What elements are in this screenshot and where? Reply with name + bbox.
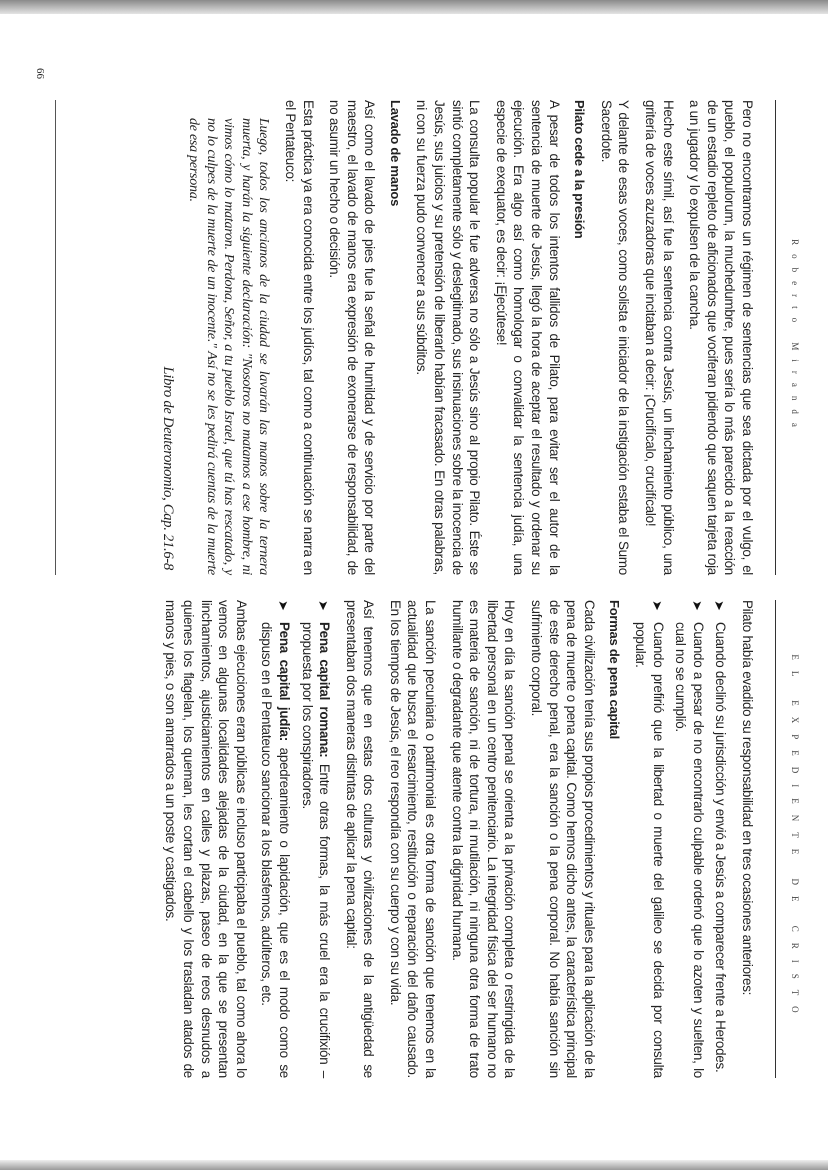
paragraph: Así tenemos que en estas dos culturas y civilizaciones de la antigüedad se presentaban dos maneras distintas de aplicar la pena capital: (343, 600, 377, 1078)
block-quote: Luego, todos los ancianos de la ciudad se lavarán las manos sobre la ternera muerta, y harán la siguiente declaración: "Nosotros no matamos a ese hombre, ni vimos cómo lo mataron. Perdona, Señor, a tu pueblo Israel, que tú has rescatado, y no lo culpes de la muerte de un inocente." Así no se les pedirá cuentas de la muerte de esa persona. (185, 118, 272, 575)
header-rule (775, 600, 776, 1078)
arrowhead-bullet-icon: ➤ (649, 600, 665, 611)
arrowhead-bullet-icon: ➤ (712, 600, 728, 611)
running-head: EL EXPEDIENTE DE CRISTO (790, 654, 800, 1024)
section-heading: Pilato cede a la presión (572, 100, 588, 239)
arrowhead-bullet-icon: ➤ (689, 600, 705, 611)
left-page (0, 68, 828, 575)
left-body (159, 100, 756, 575)
paragraph: Pilato había evadido su responsabilidad en tres ocasiones anteriores: (740, 600, 755, 996)
paragraph: Y delante de esas voces, como solista e iniciador de la instigación estaba el Sumo Sacerdote. (598, 100, 632, 575)
list-item: ➤ Cuando a pesar de no encontrarlo culpable ordenó que lo azoten y suelten, lo cual no se cumplió. (673, 600, 706, 1078)
section-heading: Formas de pena capital (607, 600, 623, 739)
arrowhead-bullet-icon: ➤ (316, 600, 332, 611)
header-rule (775, 100, 776, 575)
paragraph: A pesar de todos los intentos fallidos de Pilato, para evitar ser el autor de la sentencia de muerte de Jesús, llegó la hora de aceptar el resultado y ordenar su ejecución. Era algo así como homologar o convalidar la sentencia judía, una especie de exequator, es decir: ¡Ejecútese! (493, 100, 562, 575)
list-item: ➤ Cuando prefirió que la libertad o muerte del galileo se decida por consulta popular. (633, 600, 666, 1078)
paragraph: Hoy en día la sanción penal se orienta a la privación completa o restringida de la libertad personal en un centro penitenciario. La integridad física del ser humano no es materia de sanción, ni de tortura, ni mutilación, ni ninguna otra forma de trato humillante o degradante que atente contra la dignidad humana. (449, 600, 518, 1078)
paragraph: La sanción pecuniaria o patrimonial es otra forma de sanción que tenemos en la actualidad que busca el resarcimiento, restitución o reparación del daño causado. En los tiempos de Jesús, el reo respondía con su cuerpo y con su vida. (387, 600, 439, 1078)
right-page (0, 600, 828, 1078)
list-item: ➤ Pena capital romana: Entre otras formas, la más cruel era la crucifixión –propuesta por los conspiradores. (299, 600, 333, 1078)
running-head: Roberto Miranda (790, 239, 800, 436)
page-number: 66 (34, 68, 46, 79)
paragraph: Así como el lavado de pies fue la señal de humildad y de servicio por parte del maestro, el lavado de manos era expresión de exonerarse de responsabilidad, de no asumir un hecho o decisión. (327, 100, 378, 575)
quote-source: Libro de Deuteronomio, Cap. 21.6-8 (160, 366, 177, 570)
paragraph: Ambas ejecuciones eran públicas e incluso participaba el pueblo, tal como ahora lo vemos en algunas localidades alejadas de la ciudad, en la que se presentan linchamientos, ajusticiamientos en calles y plazas, paseo de reos desnudos a quienes los flagelan, los queman, les cortan el cabello y los trasladan atados de manos y pies, o son amarrados a un poste y castigados. (163, 600, 249, 1078)
list-item: ➤ Cuando declinó su jurisdicción y envió a Jesús a comparecer frente a Herodes. (712, 600, 729, 1073)
bullet-list (258, 600, 333, 1078)
paragraph: Hecho este símil, así fue la sentencia contra Jesús, un linchamiento público, una gritería de voces azuzadoras que incitaban a decir: ¡Crucifícalo, crucifícalo! (643, 100, 676, 575)
paragraph: La consulta popular le fue adversa no sólo a Jesús sino al propio Pilato. Éste se sintió completamente sólo y deslegitimado, sus insinuaciones sobre la inocencia de Jesús, sus juicios y su pretensión de liberarlo habían fracasado. En otras palabras, ni con su fuerza pudo convencer a sus súbditos. (414, 100, 483, 575)
paragraph: Esta práctica ya era conocida entre los judíos, tal como a continuación se narra en el Pentateuco: (282, 100, 316, 575)
right-body (153, 600, 756, 1078)
section-heading: Lavado de manos (387, 100, 403, 207)
arrowhead-bullet-icon: ➤ (275, 600, 291, 611)
list-item: ➤ Pena capital judía: apedreamiento o lapidación, que es el modo como se dispuso en el Pentateuco sancionar a los blasfemos, adúlteros, etc. (259, 600, 292, 1079)
paragraph: Pero no encontramos un régimen de sentencias que sea dictada por el vulgo, el pueblo, el populorum, la muchedumbre, pues sería lo más parecido a la reacción de un estadio repleto de aficionados que vociferan pidiendo que saquen tarjeta roja a un jugador y lo expulsen de la cancha. (687, 100, 755, 575)
paragraph: Cada civilización tenía sus propios procedimientos y rituales para la aplicación de la pena de muerte o pena capital. Como hemos dicho antes, la característica principal de este derecho penal, era la sanción o la pena corporal. No había sanción sin sufrimiento corporal. (529, 600, 597, 1078)
bullet-list (631, 600, 729, 1078)
footer-rule (55, 100, 56, 575)
